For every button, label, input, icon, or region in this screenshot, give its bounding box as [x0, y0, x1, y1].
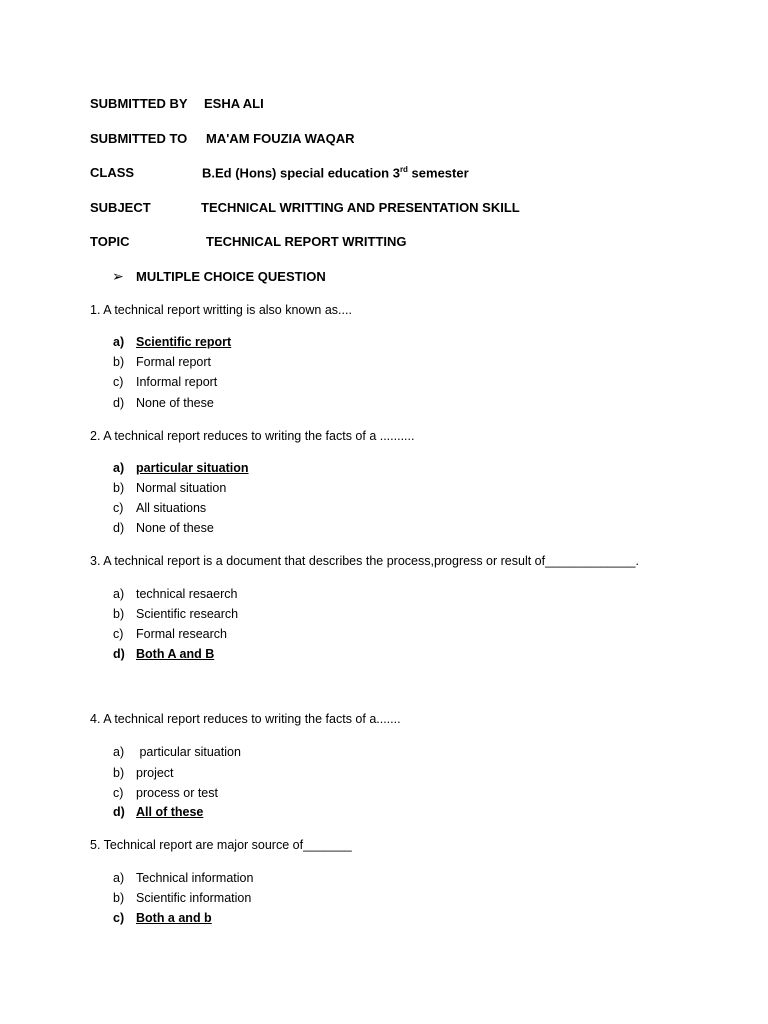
option-letter: d) [113, 805, 125, 819]
option-text: Normal situation [136, 481, 227, 495]
option-text: Both a and b [136, 911, 212, 925]
submitted-by-value: ESHA ALI [204, 96, 264, 111]
question-3-option-d [113, 647, 214, 661]
option-text: process or test [136, 786, 218, 800]
option-text: Scientific research [136, 607, 239, 621]
question-4-option-d [113, 805, 203, 819]
question-3-option-a [113, 587, 237, 601]
question-5-option-b [113, 891, 251, 905]
option-text: particular situation [136, 461, 249, 475]
option-text: Formal research [136, 627, 227, 641]
option-letter: d) [113, 521, 125, 535]
question-1-option-c [113, 375, 217, 389]
class-value-suffix: semester [407, 165, 469, 181]
option-letter: b) [113, 355, 125, 369]
question-1-option-b [113, 355, 211, 369]
question-4-option-a [113, 745, 241, 759]
option-letter: a) [113, 587, 125, 601]
submitted-to-row [90, 131, 355, 146]
option-letter: b) [113, 891, 125, 905]
class-value-superscript: rd [399, 165, 408, 174]
option-letter: d) [113, 647, 125, 661]
question-3-option-b [113, 607, 238, 621]
class-row [90, 165, 469, 181]
question-5: 5. Technical report are major source of_______ [90, 838, 352, 852]
submitted-by-row [90, 96, 264, 111]
option-text: Scientific report [136, 335, 232, 349]
option-text: Scientific information [136, 891, 252, 905]
subject-row [90, 200, 520, 215]
option-letter: b) [113, 481, 125, 495]
class-label: CLASS [90, 165, 135, 180]
option-letter: b) [113, 607, 125, 621]
question-1-option-d [113, 396, 214, 410]
option-letter: a) [113, 335, 125, 349]
question-2: 2. A technical report reduces to writing the facts of a .......... [90, 429, 415, 443]
question-1: 1. A technical report writting is also known as.... [90, 303, 352, 317]
subject-value: TECHNICAL WRITTING AND PRESENTATION SKILL [201, 200, 520, 215]
option-text: All of these [136, 805, 204, 819]
option-text: None of these [136, 396, 214, 410]
topic-value: TECHNICAL REPORT WRITTING [206, 234, 407, 249]
subject-label: SUBJECT [90, 200, 151, 215]
option-letter: a) [113, 461, 125, 475]
option-letter: c) [113, 786, 124, 800]
question-4-option-c [113, 786, 218, 800]
topic-row [90, 234, 407, 249]
question-3: 3. A technical report is a document that describes the process,progress or result of_____________. [90, 554, 639, 568]
option-letter: d) [113, 396, 125, 410]
option-letter: c) [113, 911, 125, 925]
option-letter: c) [113, 375, 124, 389]
question-4: 4. A technical report reduces to writing the facts of a....... [90, 712, 401, 726]
section-heading [112, 268, 326, 285]
question-2-option-b [113, 481, 226, 495]
question-5-option-a [113, 871, 253, 885]
option-text: Technical information [136, 871, 254, 885]
option-text: Formal report [136, 355, 212, 369]
option-letter: c) [113, 627, 124, 641]
question-5-option-c [113, 911, 212, 925]
option-text: Both A and B [136, 647, 215, 661]
submitted-by-label: SUBMITTED BY [90, 96, 188, 111]
option-letter: b) [113, 766, 125, 780]
option-text: project [136, 766, 174, 780]
class-value [202, 165, 469, 180]
arrow-bullet-icon: ➢ [112, 268, 124, 284]
submitted-to-value: MA'AM FOUZIA WAQAR [206, 131, 355, 146]
option-letter: a) [113, 871, 125, 885]
option-letter: a) [113, 745, 125, 759]
question-2-option-c [113, 501, 206, 515]
question-2-option-a [113, 461, 249, 475]
submitted-to-label: SUBMITTED TO [90, 131, 188, 146]
option-text: None of these [136, 521, 214, 535]
section-title: MULTIPLE CHOICE QUESTION [136, 269, 326, 284]
option-text: All situations [136, 501, 207, 515]
topic-label: TOPIC [90, 234, 130, 249]
class-value-main: B.Ed (Hons) special education 3 [202, 165, 400, 181]
question-4-option-b [113, 766, 174, 780]
option-text: technical resaerch [136, 587, 238, 601]
question-2-option-d [113, 521, 214, 535]
option-letter: c) [113, 501, 124, 515]
option-text: particular situation [136, 745, 241, 759]
option-text: Informal report [136, 375, 218, 389]
question-3-option-c [113, 627, 227, 641]
question-1-option-a [113, 335, 231, 349]
